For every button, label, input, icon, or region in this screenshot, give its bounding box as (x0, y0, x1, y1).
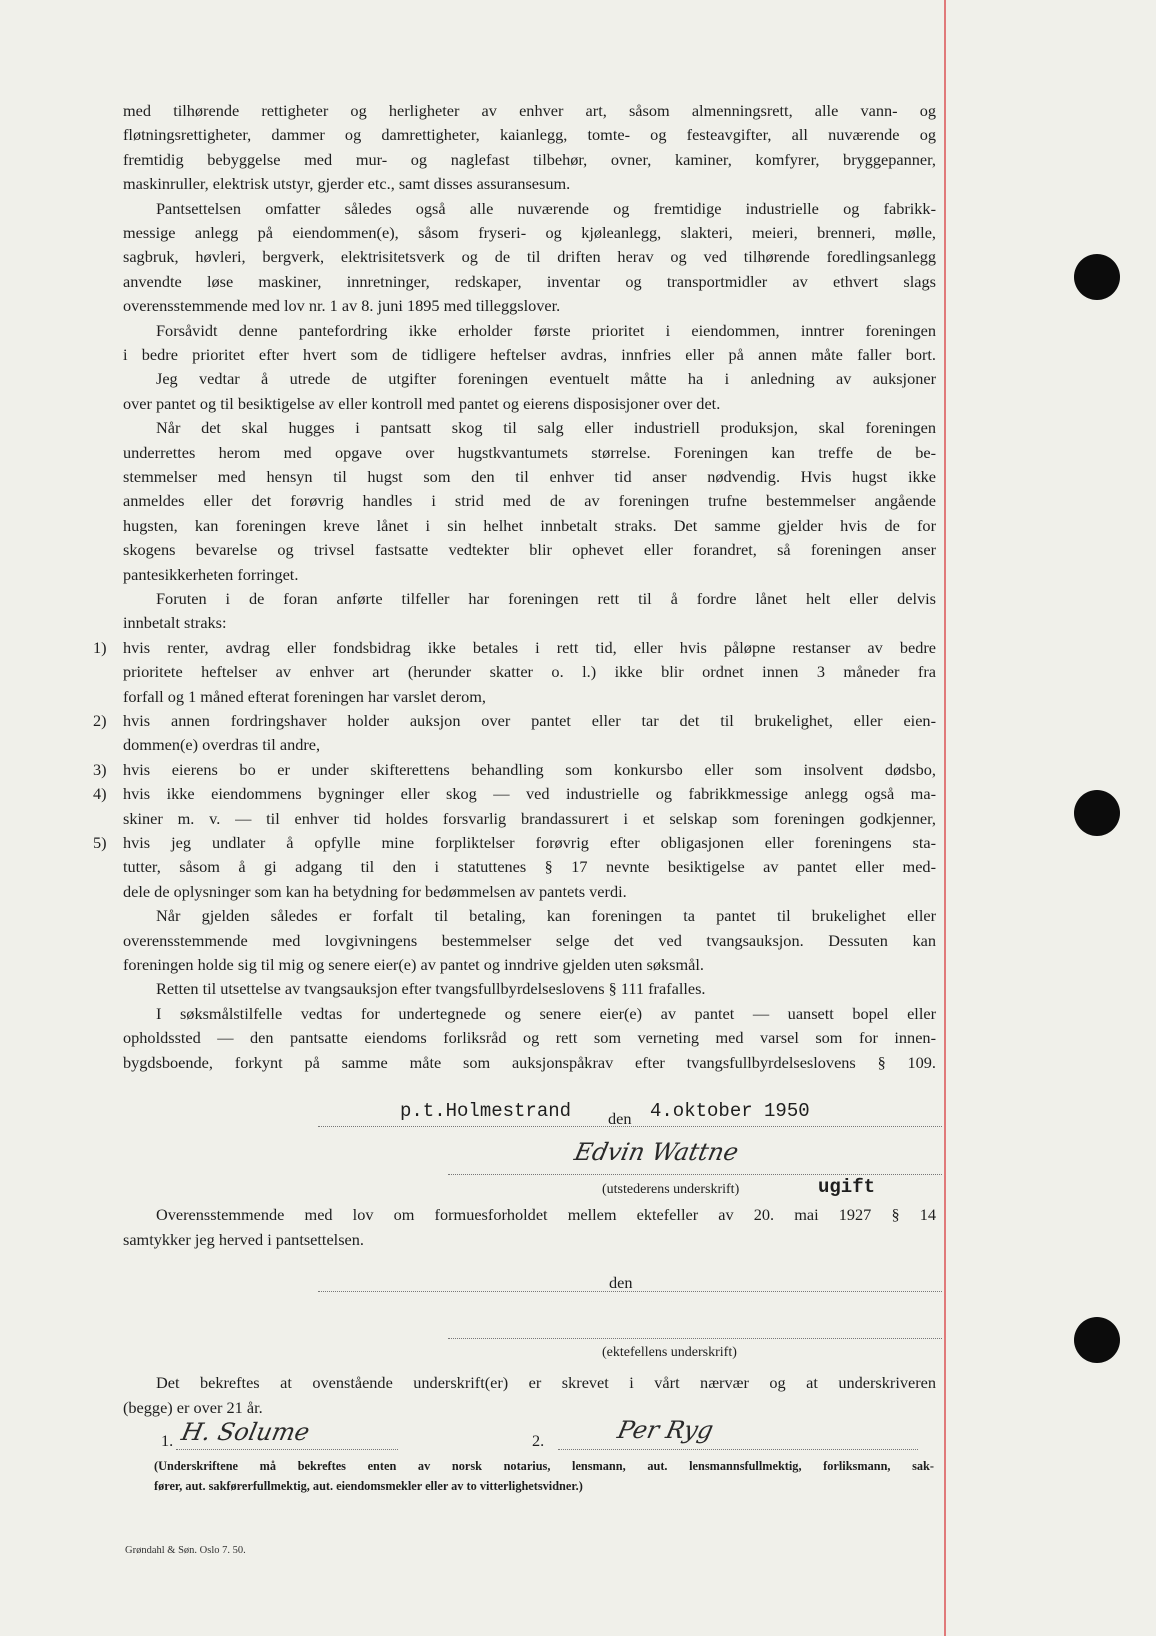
footnote: (Underskriftene må bekreftes enten av norsk notarius, lensmann, aut. lensmannsfullmektig, forliksmann, sak- (154, 1459, 934, 1473)
text-line: skogens bevarelse og trivsel fastsatte vedtekter blir ophevet eller forandret, så foreningen anser (123, 540, 936, 560)
text-line: Retten til utsettelse av tvangsauksjon efter tvangsfullbyrdelseslovens § 111 frafalles. (156, 979, 706, 999)
punch-hole (1074, 790, 1120, 836)
list-number: 5) (93, 833, 107, 852)
den-label: den (608, 1109, 632, 1128)
list-item-line: hvis annen fordringshaver holder auksjon over pantet eller tar det til brukelighet, eller eien- (123, 711, 936, 730)
punch-hole (1074, 254, 1120, 300)
text-line: sagbruk, høvleri, bergverk, elektrisitetsverk og de til driften herav og ved tilhørende foredlingsanlegg (123, 247, 936, 267)
text-line: anmeldes eller det forøvrig handles i strid med de av foreningen trufne bestemmelser angående (123, 491, 936, 511)
text-line: overensstemmende med lovgivningens bestemmelser selge det ved tvangsauksjon. Dessuten kan (123, 930, 936, 950)
den-label: den (609, 1273, 633, 1292)
list-number: 2) (93, 711, 107, 730)
text-line: Når det skal hugges i pantsatt skog til salg eller industriell produksjon, skal foreningen (156, 418, 936, 438)
text-line: anvendte løse maskiner, innretninger, redskaper, inventar og transportmidler av ethvert slags (123, 271, 936, 291)
text-line: Når gjelden således er forfalt til betaling, kan foreningen ta pantet til brukelighet eller (156, 906, 936, 926)
list-number: 1) (93, 637, 107, 657)
text-line: med tilhørende rettigheter og herligheter av enhver art, såsom almenningsrett, alle vann- og (123, 101, 936, 120)
printer-imprint: Grøndahl & Søn. Oslo 7. 50. (125, 1545, 246, 1556)
list-item-line: hvis renter, avdrag eller fondsbidrag ikke betales i rett tid, eller hvis påløpne restanser av bedre (123, 637, 936, 657)
list-number: 3) (93, 759, 107, 779)
list-item-line: tutter, såsom å gi adgang til den i statuttenes § 17 nevnte besiktigelse av pantet eller med- (123, 857, 936, 877)
date-line (318, 1291, 942, 1292)
punch-hole (1074, 1317, 1120, 1363)
text-line: Foruten i de foran anførte tilfeller har foreningen rett til å fordre lånet helt eller delvis (156, 589, 936, 608)
witness-1-label: 1. (161, 1431, 174, 1450)
signature-line (176, 1449, 398, 1450)
text-line: fløtningsrettigheter, dammer og damrettigheter, kaianlegg, tomte- og festeavgifter, all nuværende og (123, 125, 936, 145)
text-line: innbetalt straks: (123, 613, 227, 633)
list-item-line: hvis eierens bo er under skifterettens behandling som konkursbo eller som insolvent dødsbo, (123, 759, 936, 779)
text-line: overensstemmende med lov nr. 1 av 8. juni 1895 med tilleggslover. (123, 296, 561, 316)
text-line: i bedre prioritet efter hvert som de tidligere heftelser avdras, innfries eller på annen måte faller bort. (123, 345, 936, 364)
text-line: Pantsettelsen omfatter således også alle nuværende og fremtidige industrielle og fabrikk- (156, 198, 936, 218)
marital-status: ugift (818, 1176, 876, 1198)
list-item-line: hvis ikke eiendommens bygninger eller skog — ved industrielle og fabrikkmessige anlegg også ma- (123, 784, 936, 804)
date: 4.oktober 1950 (650, 1100, 810, 1122)
text-line: Jeg vedtar å utrede de utgifter foreningen eventuelt måtte ha i anledning av auksjoner (156, 369, 936, 389)
margin-line (944, 0, 946, 1636)
witness-statement: (begge) er over 21 år. (123, 1398, 263, 1417)
witness-statement: Det bekreftes at ovenstående underskrift(er) er skrevet i vårt nærvær og at underskriveren (156, 1373, 936, 1392)
text-line: foreningen holde sig til mig og senere eier(e) av pantet og inndrive gjelden uten søksmål. (123, 955, 704, 974)
spouse-signature-caption: (ektefellens underskrift) (602, 1345, 737, 1360)
witness-2-label: 2. (532, 1431, 545, 1450)
text-line: stemmelser med hensyn til hugst som den til enhver tid anser nødvendig. Hvis hugst ikke (123, 467, 936, 486)
signature-line (448, 1338, 942, 1339)
text-line: fremtidig bebyggelse med mur- og naglefast tilbehør, ovner, kaminer, komfyrer, bryggepanner, (123, 149, 936, 169)
text-line: pantesikkerheten forringet. (123, 564, 299, 584)
date-line (318, 1126, 942, 1127)
list-item-line: dommen(e) overdras til andre, (123, 735, 321, 755)
issuer-signature-caption: (utstederens underskrift) (602, 1182, 740, 1197)
signature-line (558, 1449, 918, 1450)
spouse-consent: samtykker jeg herved i pantsettelsen. (123, 1230, 364, 1249)
text-line: I søksmålstilfelle vedtas for undertegnede og senere eier(e) av pantet — uansett bopel eller (156, 1003, 936, 1023)
list-item-line: skiner m. v. — til enhver tid holdes forsvarlig brandassurert i et selskap som foreningen godkjenner, (123, 808, 936, 828)
text-line: messige anlegg på eiendommen(e), såsom fryseri- og kjøleanlegg, slakteri, meieri, brenneri, mølle, (123, 223, 936, 242)
text-line: bygdsboende, forkynt på samme måte som auksjonspåkrav efter tvangsfullbyrdelseslovens § 109. (123, 1052, 936, 1072)
list-item-line: forfall og 1 måned efterat foreningen har varslet derom, (123, 686, 487, 706)
signature-line (448, 1174, 942, 1175)
text-line: Forsåvidt denne pantefordring ikke erholder første prioritet i eiendommen, inntrer foreningen (156, 320, 936, 340)
place: p.t.Holmestrand (400, 1100, 572, 1122)
list-item-line: hvis jeg undlater å opfylle mine forpliktelser forøvrig efter obligasjonen eller foreningens sta- (123, 833, 936, 852)
list-item-line: prioritete heftelser av enhver art (herunder skatter o. l.) ikke blir ordnet innen 3 måneder fra (123, 662, 936, 682)
witness-1-signature: H. Solume (179, 1418, 313, 1446)
text-line: over pantet og til besiktigelse av eller kontroll med pantet og eierens disposisjoner over det. (123, 393, 721, 413)
list-item-line: dele de oplysninger som kan ha betydning for bedømmelsen av pantets verdi. (123, 881, 627, 901)
text-line: underrettes herom med opgave over hugstkvantumets størrelse. Foreningen kan treffe de be- (123, 442, 936, 462)
text-line: opholdssted — den pantsatte eiendoms forliksråd og rett som verneting med varsel som for innen- (123, 1028, 936, 1048)
issuer-signature: Edvin Wattne (572, 1138, 742, 1166)
witness-2-signature: Per Ryg (615, 1416, 716, 1444)
spouse-consent: Overensstemmende med lov om formuesforholdet mellem ektefeller av 20. mai 1927 § 14 (156, 1205, 936, 1224)
text-line: hugsten, kan foreningen kreve lånet i sin helhet innbetalt straks. Det samme gjelder hvis de for (123, 515, 936, 535)
footnote: fører, aut. sakførerfullmektig, aut. eiendomsmekler eller av to vitterlighetsvidner.) (154, 1479, 583, 1493)
text-line: maskinruller, elektrisk utstyr, gjerder etc., samt disses assuransesum. (123, 174, 571, 194)
list-number: 4) (93, 784, 107, 804)
